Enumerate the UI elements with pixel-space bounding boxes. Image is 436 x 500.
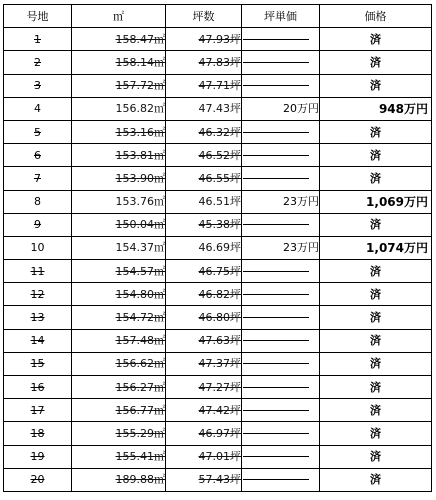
lot-price-table bbox=[3, 4, 432, 492]
lot-number-cell: 2 bbox=[4, 51, 72, 74]
area-sqm-cell: 189.88㎡ bbox=[72, 468, 166, 491]
area-sqm-cell: 154.80㎡ bbox=[72, 283, 166, 306]
area-tsubo-cell: 46.52坪 bbox=[166, 144, 242, 167]
strikethrough-line bbox=[243, 271, 309, 272]
strikethrough-line bbox=[243, 132, 309, 133]
table-row bbox=[4, 260, 432, 283]
area-tsubo-cell: 46.51坪 bbox=[166, 190, 242, 213]
lot-number-cell: 5 bbox=[4, 120, 72, 143]
table-row bbox=[4, 144, 432, 167]
strikethrough-line bbox=[243, 340, 309, 341]
table-row bbox=[4, 28, 432, 51]
table-row bbox=[4, 213, 432, 236]
area-tsubo-cell: 46.69坪 bbox=[166, 236, 242, 259]
area-sqm-cell: 153.81㎡ bbox=[72, 144, 166, 167]
lot-number-cell: 18 bbox=[4, 422, 72, 445]
header-lot-number: 号地 bbox=[4, 5, 72, 28]
lot-rows bbox=[4, 28, 432, 492]
unit-price-cell bbox=[242, 329, 320, 352]
header-area-tsubo: 坪数 bbox=[166, 5, 242, 28]
table-row bbox=[4, 468, 432, 491]
area-tsubo-cell: 47.43坪 bbox=[166, 97, 242, 120]
strikethrough-line bbox=[243, 456, 309, 457]
unit-price-cell bbox=[242, 213, 320, 236]
sold-status-cell: 済 bbox=[320, 422, 432, 445]
area-tsubo-cell: 47.27坪 bbox=[166, 376, 242, 399]
area-tsubo-cell: 46.32坪 bbox=[166, 120, 242, 143]
lot-number-cell: 15 bbox=[4, 352, 72, 375]
area-sqm-cell: 158.47㎡ bbox=[72, 28, 166, 51]
unit-price-cell bbox=[242, 283, 320, 306]
unit-price-cell: 20万円 bbox=[242, 97, 320, 120]
area-tsubo-cell: 57.43坪 bbox=[166, 468, 242, 491]
unit-price-cell bbox=[242, 306, 320, 329]
lot-number-cell: 16 bbox=[4, 376, 72, 399]
unit-price-cell bbox=[242, 422, 320, 445]
table-row bbox=[4, 74, 432, 97]
area-tsubo-cell: 46.97坪 bbox=[166, 422, 242, 445]
unit-price-cell bbox=[242, 376, 320, 399]
sold-status-cell: 済 bbox=[320, 74, 432, 97]
lot-number-cell: 13 bbox=[4, 306, 72, 329]
sold-status-cell: 済 bbox=[320, 260, 432, 283]
table-row bbox=[4, 352, 432, 375]
header-row bbox=[4, 5, 432, 28]
unit-price-cell: 23万円 bbox=[242, 190, 320, 213]
strikethrough-line bbox=[243, 85, 309, 86]
price-cell: 1,074万円 bbox=[320, 236, 432, 259]
area-sqm-cell: 157.48㎡ bbox=[72, 329, 166, 352]
area-sqm-cell: 156.27㎡ bbox=[72, 376, 166, 399]
lot-number-cell: 19 bbox=[4, 445, 72, 468]
area-sqm-cell: 153.76㎡ bbox=[72, 190, 166, 213]
lot-number-cell: 4 bbox=[4, 97, 72, 120]
area-sqm-cell: 154.37㎡ bbox=[72, 236, 166, 259]
price-cell: 948万円 bbox=[320, 97, 432, 120]
area-sqm-cell: 153.16㎡ bbox=[72, 120, 166, 143]
lot-number-cell: 8 bbox=[4, 190, 72, 213]
strikethrough-line bbox=[243, 39, 309, 40]
table-row bbox=[4, 445, 432, 468]
lot-number-cell: 1 bbox=[4, 28, 72, 51]
area-tsubo-cell: 47.01坪 bbox=[166, 445, 242, 468]
unit-price-cell: 23万円 bbox=[242, 236, 320, 259]
area-sqm-cell: 156.82㎡ bbox=[72, 97, 166, 120]
area-sqm-cell: 154.72㎡ bbox=[72, 306, 166, 329]
table-row bbox=[4, 51, 432, 74]
strikethrough-line bbox=[243, 410, 309, 411]
strikethrough-line bbox=[243, 155, 309, 156]
table-row bbox=[4, 329, 432, 352]
table-row bbox=[4, 97, 432, 120]
table-row bbox=[4, 283, 432, 306]
sold-status-cell: 済 bbox=[320, 144, 432, 167]
area-sqm-cell: 155.29㎡ bbox=[72, 422, 166, 445]
table-row bbox=[4, 120, 432, 143]
area-tsubo-cell: 47.63坪 bbox=[166, 329, 242, 352]
area-tsubo-cell: 46.55坪 bbox=[166, 167, 242, 190]
lot-number-cell: 17 bbox=[4, 399, 72, 422]
lot-number-cell: 14 bbox=[4, 329, 72, 352]
table-row bbox=[4, 236, 432, 259]
sold-status-cell: 済 bbox=[320, 468, 432, 491]
unit-price-cell bbox=[242, 468, 320, 491]
strikethrough-line bbox=[243, 387, 309, 388]
unit-price-cell bbox=[242, 352, 320, 375]
table-row bbox=[4, 422, 432, 445]
sold-status-cell: 済 bbox=[320, 445, 432, 468]
table-row bbox=[4, 306, 432, 329]
unit-price-cell bbox=[242, 120, 320, 143]
lot-number-cell: 7 bbox=[4, 167, 72, 190]
sold-status-cell: 済 bbox=[320, 399, 432, 422]
sold-status-cell: 済 bbox=[320, 376, 432, 399]
table-row bbox=[4, 167, 432, 190]
unit-price-cell bbox=[242, 167, 320, 190]
area-tsubo-cell: 47.42坪 bbox=[166, 399, 242, 422]
unit-price-cell bbox=[242, 28, 320, 51]
area-tsubo-cell: 46.80坪 bbox=[166, 306, 242, 329]
area-tsubo-cell: 47.37坪 bbox=[166, 352, 242, 375]
price-cell: 1,069万円 bbox=[320, 190, 432, 213]
area-tsubo-cell: 47.71坪 bbox=[166, 74, 242, 97]
unit-price-cell bbox=[242, 399, 320, 422]
strikethrough-line bbox=[243, 294, 309, 295]
unit-price-cell bbox=[242, 260, 320, 283]
area-sqm-cell: 156.77㎡ bbox=[72, 399, 166, 422]
unit-price-cell bbox=[242, 51, 320, 74]
lot-number-cell: 9 bbox=[4, 213, 72, 236]
table-row bbox=[4, 376, 432, 399]
lot-number-cell: 12 bbox=[4, 283, 72, 306]
area-tsubo-cell: 45.38坪 bbox=[166, 213, 242, 236]
area-tsubo-cell: 47.93坪 bbox=[166, 28, 242, 51]
header-area-sqm: ㎡ bbox=[72, 5, 166, 28]
strikethrough-line bbox=[243, 433, 309, 434]
sold-status-cell: 済 bbox=[320, 283, 432, 306]
area-sqm-cell: 157.72㎡ bbox=[72, 74, 166, 97]
sold-status-cell: 済 bbox=[320, 352, 432, 375]
area-sqm-cell: 156.62㎡ bbox=[72, 352, 166, 375]
strikethrough-line bbox=[243, 224, 309, 225]
sold-status-cell: 済 bbox=[320, 28, 432, 51]
area-sqm-cell: 153.90㎡ bbox=[72, 167, 166, 190]
lot-number-cell: 11 bbox=[4, 260, 72, 283]
area-sqm-cell: 150.04㎡ bbox=[72, 213, 166, 236]
area-tsubo-cell: 46.82坪 bbox=[166, 283, 242, 306]
strikethrough-line bbox=[243, 363, 309, 364]
unit-price-cell bbox=[242, 144, 320, 167]
strikethrough-line bbox=[243, 479, 309, 480]
area-sqm-cell: 154.57㎡ bbox=[72, 260, 166, 283]
lot-number-cell: 6 bbox=[4, 144, 72, 167]
sold-status-cell: 済 bbox=[320, 120, 432, 143]
area-tsubo-cell: 46.75坪 bbox=[166, 260, 242, 283]
strikethrough-line bbox=[243, 178, 309, 179]
table-row bbox=[4, 399, 432, 422]
header-price: 価格 bbox=[320, 5, 432, 28]
area-sqm-cell: 155.41㎡ bbox=[72, 445, 166, 468]
area-sqm-cell: 158.14㎡ bbox=[72, 51, 166, 74]
table-row bbox=[4, 190, 432, 213]
sold-status-cell: 済 bbox=[320, 329, 432, 352]
lot-number-cell: 20 bbox=[4, 468, 72, 491]
area-tsubo-cell: 47.83坪 bbox=[166, 51, 242, 74]
lot-number-cell: 3 bbox=[4, 74, 72, 97]
sold-status-cell: 済 bbox=[320, 213, 432, 236]
sold-status-cell: 済 bbox=[320, 167, 432, 190]
strikethrough-line bbox=[243, 317, 309, 318]
lot-number-cell: 10 bbox=[4, 236, 72, 259]
unit-price-cell bbox=[242, 445, 320, 468]
strikethrough-line bbox=[243, 62, 309, 63]
header-unit-price: 坪単価 bbox=[242, 5, 320, 28]
sold-status-cell: 済 bbox=[320, 51, 432, 74]
unit-price-cell bbox=[242, 74, 320, 97]
sold-status-cell: 済 bbox=[320, 306, 432, 329]
